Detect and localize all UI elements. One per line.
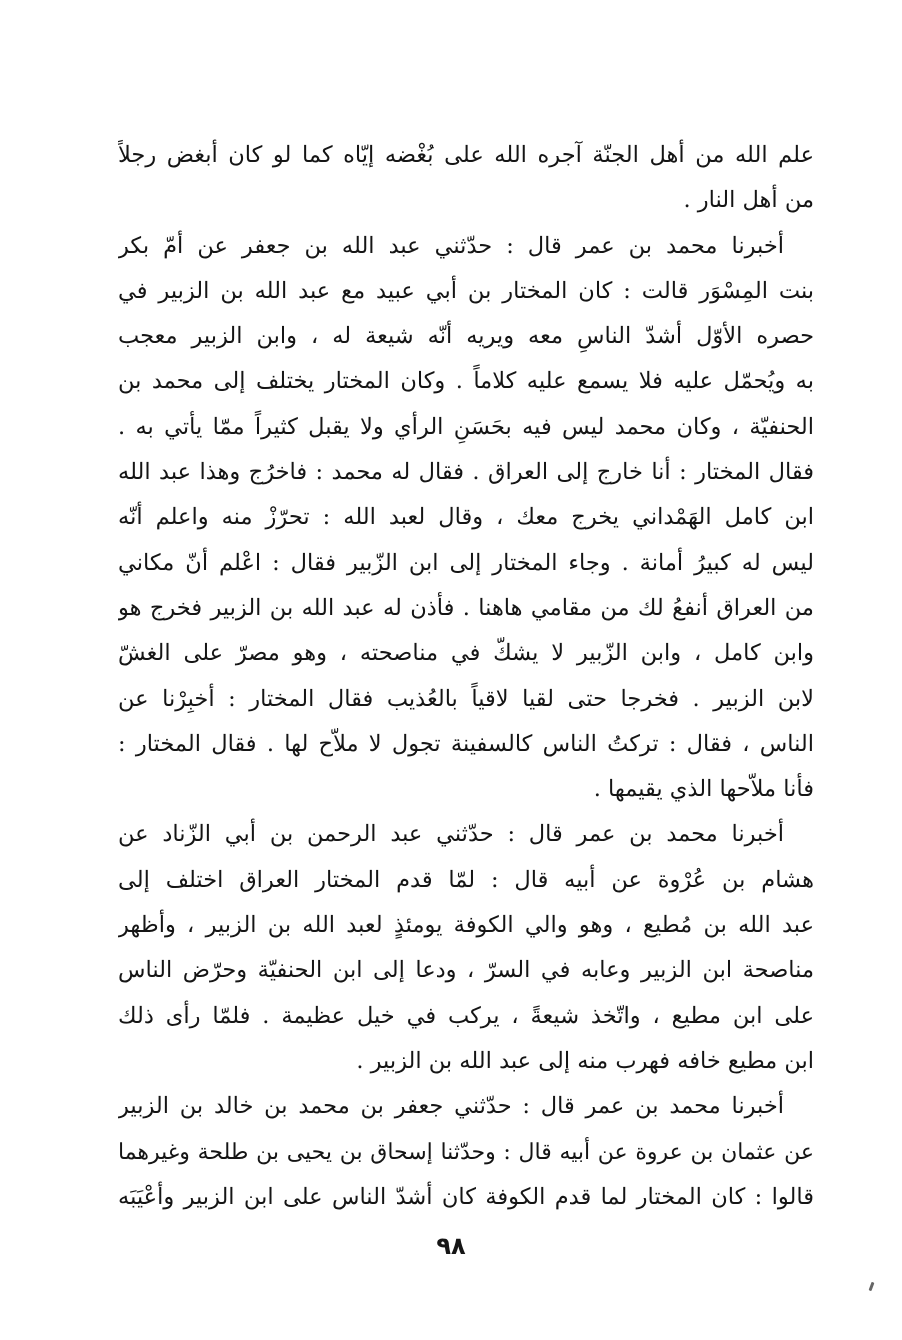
text-line: الناس ، فقال : تركتُ الناس كالسفينة تجول لا ملاّح لها . فقال المختار : xyxy=(118,730,814,757)
text-line: ابن مطيع خافه فهرب منه إلى عبد الله بن الزبير . xyxy=(356,1047,814,1074)
text-line: من أهل النار . xyxy=(683,187,814,214)
body-text xyxy=(118,133,814,1220)
text-line: ابن كامل الهَمْداني يخرج معك ، وقال لعبد الله : تحرّزْ منه واعلم أنّه xyxy=(118,504,814,531)
text-line: عن عثمان بن عروة عن أبيه قال : وحدّثنا إسحاق بن يحيى بن طلحة وغيرهما xyxy=(118,1139,814,1165)
text-line: ليس له كبيرُ أمانة . وجاء المختار إلى ابن الزّبير فقال : اعْلم أنّ مكاني xyxy=(118,549,814,576)
text-line: به ويُحمّل عليه فلا يسمع عليه كلاماً . وكان المختار يختلف إلى محمد بن xyxy=(118,368,814,395)
text-line: الحنفيّة ، وكان محمد ليس فيه بحَسَنِ الرأي ولا يقبل كثيراً ممّا يأتي به . xyxy=(118,413,814,440)
text-line: لابن الزبير . فخرجا حتى لقيا لاقياً بالعُذيب فقال المختار : أخبِرْنا عن xyxy=(118,685,814,712)
text-line: فقال المختار : أنا خارج إلى العراق . فقال له محمد : فاخرُج وهذا عبد الله xyxy=(118,459,814,486)
text-line: هشام بن عُرْوة عن أبيه قال : لمّا قدم المختار العراق اختلف إلى xyxy=(118,866,814,893)
paragraph-start-line: أخبرنا محمد بن عمر قال : حدّثني عبد الله بن جعفر عن أمّ بكر xyxy=(118,232,784,259)
text-line: على ابن مطيع ، واتّخذ شيعةً ، يركب في خيل عظيمة . فلمّا رأى ذلك xyxy=(118,1002,814,1029)
text-line: مناصحة ابن الزبير وعابه في السرّ ، ودعا إلى ابن الحنفيّة وحرّض الناس xyxy=(118,957,814,984)
text-line: وابن كامل ، وابن الزّبير لا يشكّ في مناصحته ، وهو مصرّ على الغشّ xyxy=(118,640,814,667)
text-line: قالوا : كان المختار لما قدم الكوفة كان أشدّ الناس على ابن الزبير وأعْيَبَه xyxy=(118,1183,814,1210)
scan-speck xyxy=(869,1282,875,1291)
text-line: فأنا ملاّحها الذي يقيمها . xyxy=(593,776,814,803)
text-line: عبد الله بن مُطيع ، وهو والي الكوفة يومئذٍ لعبد الله بن الزبير ، وأظهر xyxy=(118,912,814,939)
paragraph-start-line: أخبرنا محمد بن عمر قال : حدّثني عبد الرحمن بن أبي الزّناد عن xyxy=(118,821,784,848)
text-line: علم الله من أهل الجنّة آجره الله على بُغْضه إيّاه كما لو كان أبغض رجلاً xyxy=(118,142,814,168)
text-line: من العراق أنفعُ لك من مقامي هاهنا . فأذن له عبد الله بن الزبير فخرج هو xyxy=(118,594,814,621)
text-line: حصره الأوّل أشدّ الناسِ معه ويريه أنّه شيعة له ، وابن الزبير معجب xyxy=(118,323,814,350)
paragraph-start-line: أخبرنا محمد بن عمر قال : حدّثني جعفر بن محمد بن خالد بن الزبير xyxy=(118,1093,784,1120)
text-line: بنت المِسْوَر قالت : كان المختار بن أبي عبيد مع عبد الله بن الزبير في xyxy=(118,277,814,304)
page-number: ٩٨ xyxy=(436,1232,466,1260)
